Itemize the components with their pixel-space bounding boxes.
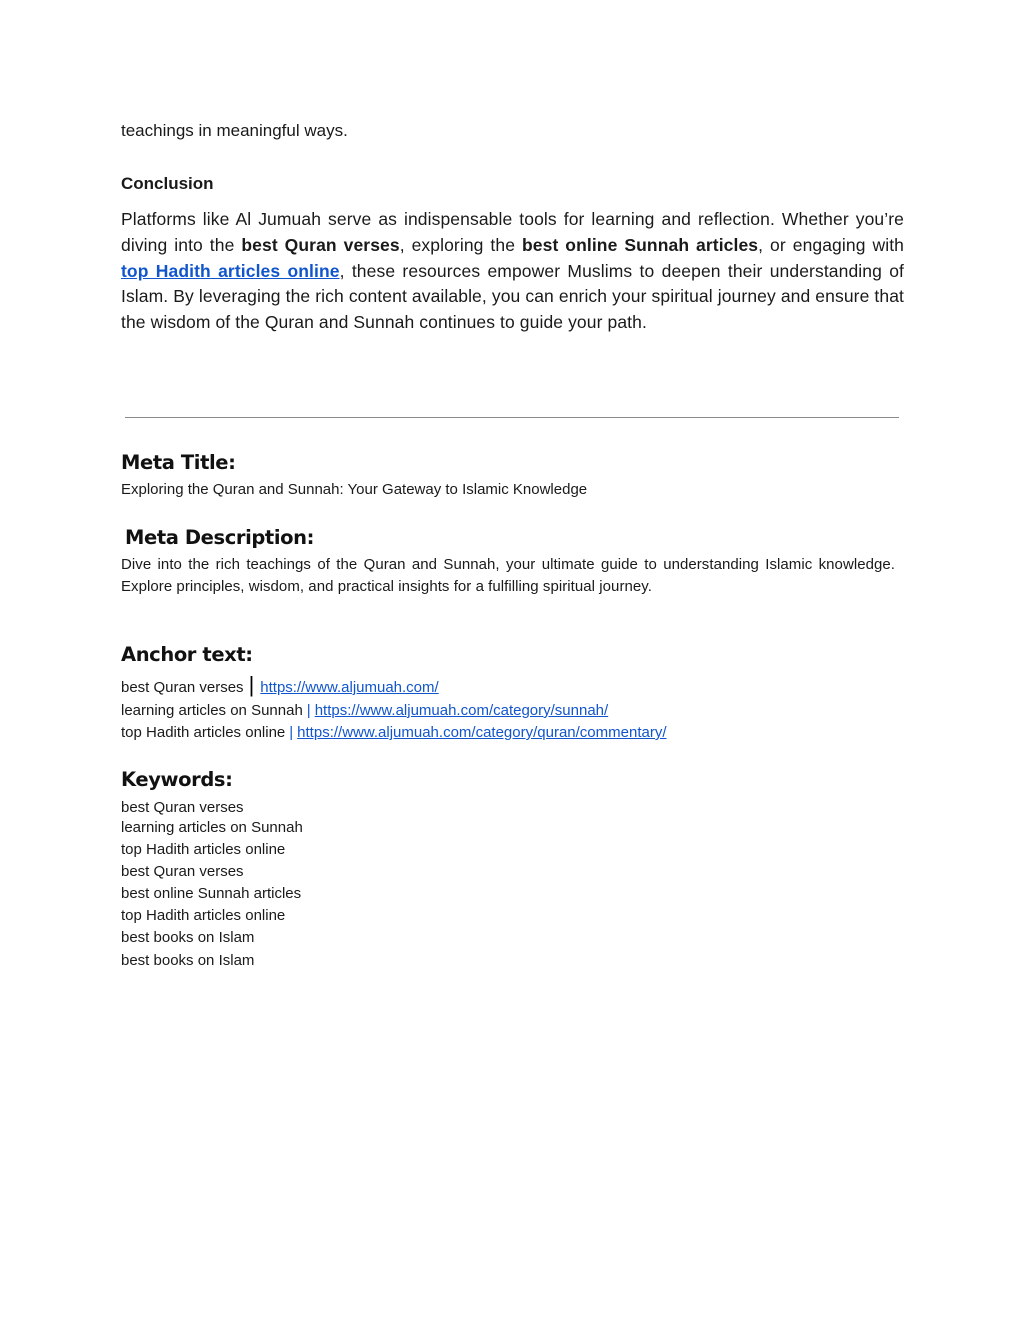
meta-title-heading: Meta Title:: [121, 451, 236, 474]
anchor-row: [121, 724, 667, 741]
meta-description-value: Dive into the rich teachings of the Quran and Sunnah, your ultimate guide to understanding Islamic knowledge. Explore principles, wisdom, and practical insights for a fulfilling spiritual journey.: [121, 556, 895, 595]
anchor-url-link[interactable]: https://www.aljumuah.com/category/sunnah/: [314, 702, 609, 719]
keyword-item: top Hadith articles online: [121, 841, 286, 858]
keyword-item: learning articles on Sunnah: [121, 819, 303, 836]
conclusion-bold-sunnah-articles: best online Sunnah articles: [522, 234, 759, 255]
section-divider: [125, 417, 899, 418]
keyword-item: top Hadith articles online: [121, 907, 286, 924]
anchor-row: [121, 674, 439, 696]
conclusion-text-4: , these resources empower Muslims to deepen their understanding of Islam. By leveraging the rich content available, you can enrich your spiritual journey and ensure that the wisdom of the Quran and Sunnah continues to guide your path.: [121, 260, 904, 333]
meta-title-value: Exploring the Quran and Sunnah: Your Gateway to Islamic Knowledge: [121, 481, 588, 498]
anchor-label: learning articles on Sunnah: [121, 702, 303, 719]
anchor-label: top Hadith articles online: [121, 724, 286, 741]
anchor-separator: |: [306, 702, 311, 719]
intro-tail-text: teachings in meaningful ways.: [121, 121, 348, 140]
keyword-item: best Quran verses: [121, 863, 244, 880]
keyword-item: best books on Islam: [121, 952, 255, 969]
conclusion-text-1: Platforms like Al Jumuah serve as indispensable tools for learning and reflection. Whether you’re diving into the: [121, 209, 904, 255]
conclusion-bold-quran-verses: best Quran verses: [241, 234, 400, 255]
keywords-heading: Keywords:: [121, 768, 233, 791]
conclusion-heading: Conclusion: [121, 174, 214, 193]
conclusion-text-2: , exploring the: [399, 234, 522, 255]
anchor-separator: |: [289, 724, 294, 741]
anchor-label: best Quran verses: [121, 679, 244, 696]
conclusion-hadith-link[interactable]: top Hadith articles online: [121, 260, 340, 281]
conclusion-paragraph: [121, 207, 904, 336]
conclusion-text-3: , or engaging with: [758, 234, 904, 255]
keyword-item: best online Sunnah articles: [121, 885, 302, 902]
anchor-row: [121, 702, 608, 719]
meta-description-heading: Meta Description:: [125, 526, 315, 549]
keyword-item: best Quran verses: [121, 799, 244, 816]
anchor-text-heading: Anchor text:: [121, 643, 253, 666]
anchor-url-link[interactable]: https://www.aljumuah.com/: [260, 679, 439, 696]
anchor-url-link[interactable]: https://www.aljumuah.com/category/quran/commentary/: [297, 724, 667, 741]
anchor-separator: |: [248, 672, 255, 697]
keyword-item: best books on Islam: [121, 929, 255, 946]
